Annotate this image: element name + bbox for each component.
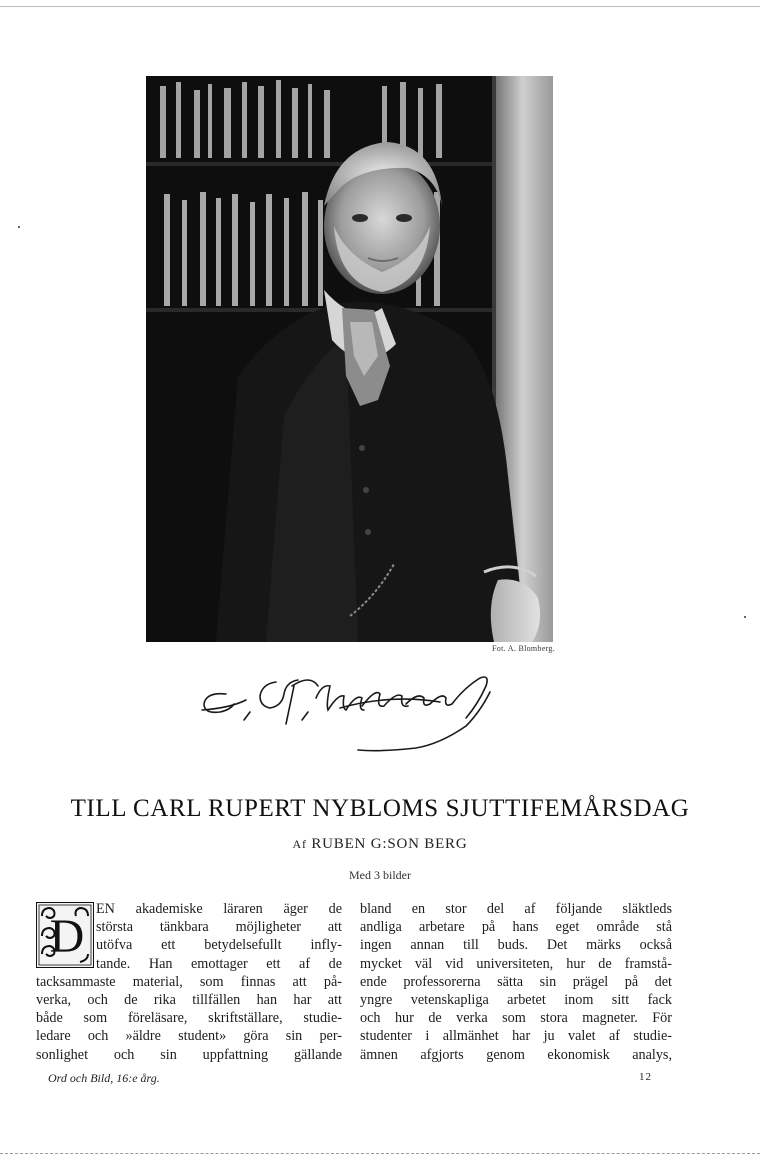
paper-speck (18, 226, 20, 228)
photo-credit: Fot. A. Blomberg. (492, 644, 555, 653)
text-line: utöfva ett betydelsefullt infly- (96, 937, 342, 954)
article-title: TILL CARL RUPERT NYBLOMS SJUTTIFEMÅRSDAG (70, 795, 690, 822)
article-column-right (360, 900, 672, 1064)
top-rule (0, 6, 760, 7)
text-line: yngre vetenskapliga arbetet inom sitt fack (360, 992, 672, 1009)
text-line: ämnen afgjorts genom ekonomisk analys, (360, 1046, 672, 1063)
article-column-left (36, 900, 342, 1064)
text-line: tande. Han emottager ett af de (96, 955, 342, 972)
text-line: andliga arbetare på hans eget område stå (360, 919, 672, 936)
page-number: 12 (639, 1071, 652, 1083)
text-line: sonlighet och sin uppfattning gällande (36, 1046, 342, 1063)
text-line: studenter i allmänhet har ju valet af studie- (360, 1028, 672, 1045)
dropcap-letter: D (49, 910, 85, 963)
text-line: mycket väl vid universiteten, hur de framstå- (360, 955, 672, 972)
text-line: ledare och »äldre student» göra sin per- (36, 1028, 342, 1045)
text-line: ende professorerna sätta sin prägel på det (360, 973, 672, 990)
text-line: största tänkbara möjligheter att (96, 919, 342, 936)
text-line: tacksammaste material, som finnas att på- (36, 973, 342, 990)
byline-prefix: Af (292, 837, 307, 851)
portrait-photo (146, 76, 553, 642)
text-line: bland en stor del af följande släktleds (360, 901, 672, 917)
bottom-rule (0, 1153, 760, 1155)
text-line: verka, och de rika tillfällen han har att (36, 992, 342, 1009)
text-line: och hur de verka som stora magneter. För (360, 1010, 672, 1027)
text-line: ingen annan till buds. Det märks också (360, 937, 672, 954)
text-line: EN akademiske läraren äger de (96, 901, 342, 917)
text-line: både som föreläsare, skriftställare, studie- (36, 1010, 342, 1027)
journal-footer: Ord och Bild, 16:e årg. (48, 1071, 160, 1085)
article-byline (0, 836, 760, 853)
paper-speck (744, 616, 746, 618)
article-subtitle: Med 3 bilder (349, 868, 411, 882)
handwritten-signature (190, 664, 510, 759)
byline-author: RUBEN G:SON BERG (311, 836, 468, 852)
